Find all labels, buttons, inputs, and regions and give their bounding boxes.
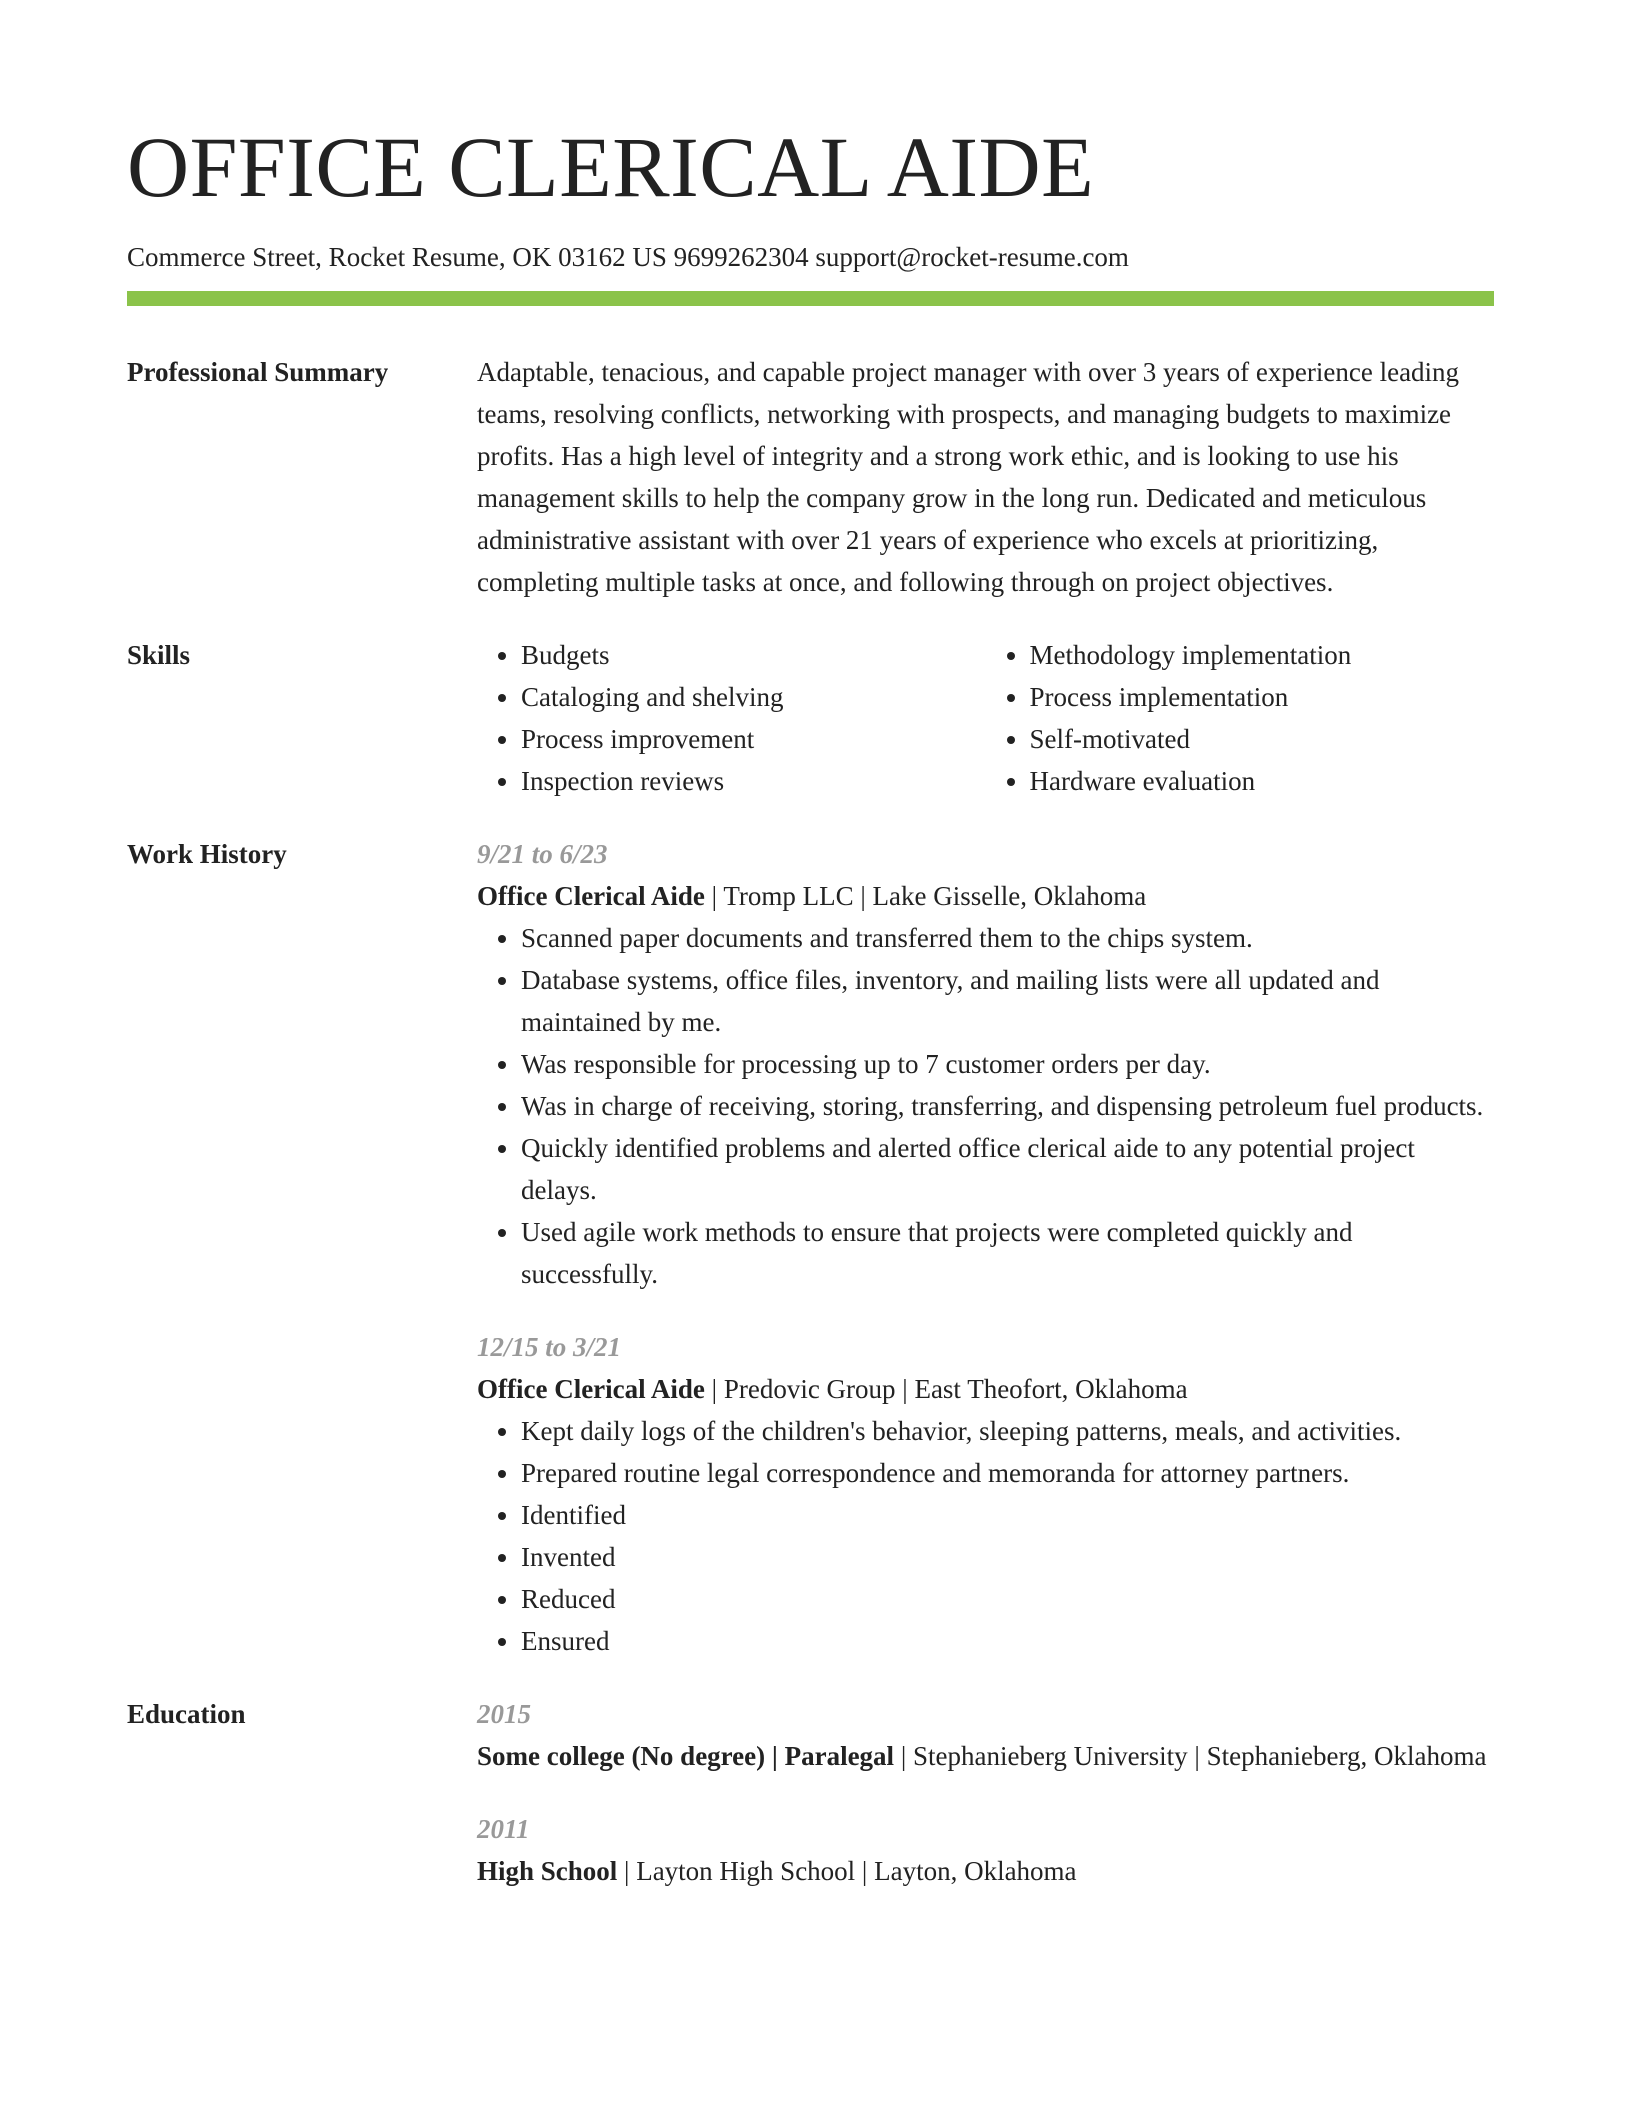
job-heading	[477, 1368, 1494, 1410]
education-degree: Some college (No degree) | Paralegal	[477, 1741, 895, 1771]
skill-item: • Cataloging and shelving	[521, 676, 986, 718]
education-details: | Layton High School | Layton, Oklahoma	[617, 1856, 1077, 1886]
education-degree: High School	[477, 1856, 618, 1886]
job-bullet: • Kept daily logs of the children's behavior, sleeping patterns, meals, and activities.	[521, 1410, 1494, 1452]
education-section	[127, 1693, 1494, 1892]
skill-item: • Process implementation	[1030, 676, 1495, 718]
section-label-skills: Skills	[127, 640, 191, 670]
job-dates: 12/15 to 3/21	[477, 1332, 622, 1362]
job-bullet: • Was in charge of receiving, storing, transferring, and dispensing petroleum fuel products.	[521, 1085, 1494, 1127]
job-bullet: • Identified	[521, 1494, 1494, 1536]
section-label-summary: Professional Summary	[127, 357, 389, 387]
education-body	[477, 1693, 1494, 1892]
job-bullet: • Used agile work methods to ensure that projects were completed quickly and successfully.	[521, 1211, 1494, 1295]
education-year: 2011	[477, 1814, 530, 1844]
accent-divider	[127, 291, 1494, 306]
section-label-work-history: Work History	[127, 839, 287, 869]
education-details: | Stephanieberg University | Stephanieberg, Oklahoma	[894, 1741, 1487, 1771]
job-bullet: • Scanned paper documents and transferred them to the chips system.	[521, 917, 1494, 959]
skill-item: • Methodology implementation	[1030, 634, 1495, 676]
contact-line: Commerce Street, Rocket Resume, OK 03162 US 9699262304 support@rocket-resume.com	[127, 242, 1129, 272]
skill-item: • Hardware evaluation	[1030, 760, 1495, 802]
summary-section	[127, 351, 1494, 603]
resume-name: OFFICE CLERICAL AIDE	[127, 119, 1095, 215]
work-history-body	[477, 833, 1494, 1662]
skill-item: • Budgets	[521, 634, 986, 676]
education-heading	[477, 1735, 1494, 1777]
job-heading	[477, 875, 1494, 917]
skill-item: • Inspection reviews	[521, 760, 986, 802]
summary-text: Adaptable, tenacious, and capable project manager with over 3 years of experience leading teams, resolving conflicts, networking with prospects, and managing budgets to maximize profits. Has a high level of integrity and a strong work ethic, and is looking to use his management skills to help the company grow in the long run. Dedicated and meticulous administrative assistant with over 21 years of experience who excels at prioritizing, completing multiple tasks at once, and following through on project objectives.	[477, 357, 1460, 597]
skill-item: • Self-motivated	[1030, 718, 1495, 760]
skills-body	[477, 634, 1494, 802]
job-bullet: • Ensured	[521, 1620, 1494, 1662]
job-bullet: • Reduced	[521, 1578, 1494, 1620]
job-bullet: • Quickly identified problems and alerted office clerical aide to any potential project delays.	[521, 1127, 1494, 1211]
job-title: Office Clerical Aide	[477, 881, 705, 911]
resume-page	[127, 112, 1494, 1892]
education-heading	[477, 1850, 1494, 1892]
education-year: 2015	[477, 1699, 531, 1729]
job-details: | Predovic Group | East Theofort, Oklahoma	[704, 1374, 1188, 1404]
job-bullet: • Invented	[521, 1536, 1494, 1578]
job-bullet: • Was responsible for processing up to 7 customer orders per day.	[521, 1043, 1494, 1085]
skills-section	[127, 634, 1494, 802]
job-bullet: • Database systems, office files, inventory, and mailing lists were all updated and maintained by me.	[521, 959, 1494, 1043]
job-dates: 9/21 to 6/23	[477, 839, 608, 869]
job-bullet-list	[477, 917, 1494, 1295]
job-entry	[477, 833, 1494, 1295]
skills-column-right	[986, 634, 1495, 802]
job-entry	[477, 1326, 1494, 1662]
education-entry	[477, 1808, 1494, 1892]
job-title: Office Clerical Aide	[477, 1374, 705, 1404]
skills-column-left	[477, 634, 986, 802]
job-bullet-list	[477, 1410, 1494, 1662]
job-details: | Tromp LLC | Lake Gisselle, Oklahoma	[704, 881, 1147, 911]
skill-item: • Process improvement	[521, 718, 986, 760]
skills-grid	[477, 634, 1494, 802]
education-entry	[477, 1693, 1494, 1777]
section-label-education: Education	[127, 1699, 246, 1729]
work-history-section	[127, 833, 1494, 1662]
job-bullet: • Prepared routine legal correspondence and memoranda for attorney partners.	[521, 1452, 1494, 1494]
